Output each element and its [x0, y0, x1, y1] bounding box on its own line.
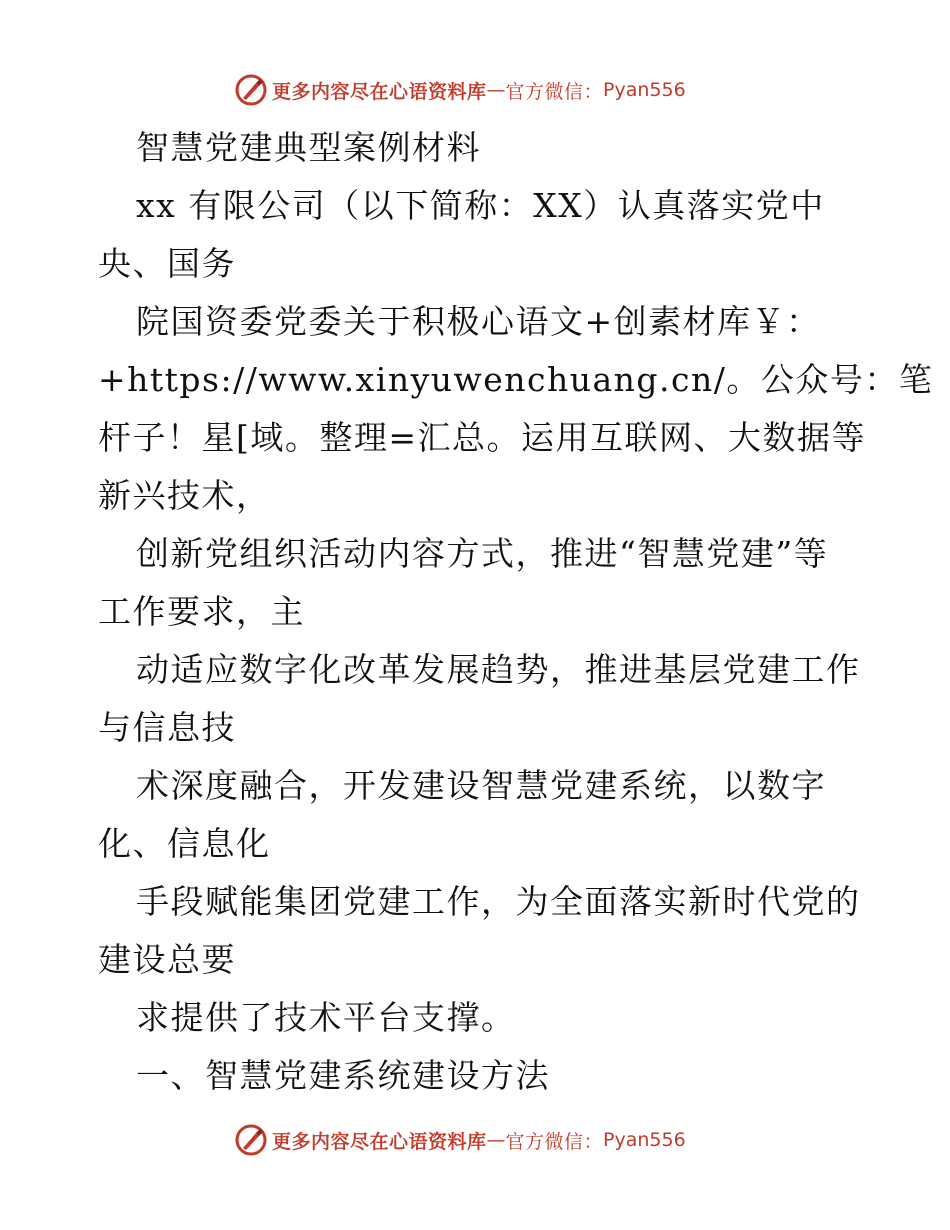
footer-watermark — [234, 1122, 686, 1158]
paragraph-line: 新兴技术， — [98, 476, 271, 515]
paragraph-line: 央、国务 — [98, 244, 236, 283]
paragraph-line: 动适应数字化改革发展趋势，推进基层党建工作 — [136, 650, 861, 689]
header-watermark — [234, 72, 686, 108]
paragraph-line: 院国资委党委关于积极心语文+创素材库￥： — [136, 302, 821, 341]
document-title: 智慧党建典型案例材料 — [136, 128, 481, 167]
watermark-contact-label: 官方微信： — [505, 1130, 604, 1153]
paragraph-line: 求提供了技术平台支撑。 — [136, 998, 516, 1037]
paragraph-line: 化、信息化 — [98, 824, 271, 863]
paragraph-line: 创新党组织活动内容方式，推进“智慧党建”等 — [136, 534, 829, 573]
pen-logo-icon — [234, 73, 268, 107]
paragraph-line: 杆子！星[域。整理=汇总。运用互联网、大数据等 — [98, 418, 867, 457]
watermark-contact-label: 官方微信： — [505, 80, 604, 103]
paragraph-line: 手段赋能集团党建工作，为全面落实新时代党的 — [136, 882, 861, 921]
paragraph-line: xx 有限公司（以下简称：XX）认真落实党中 — [136, 186, 825, 225]
watermark-wechat-id: Pyan556 — [603, 1129, 686, 1151]
paragraph-line: 工作要求，主 — [98, 592, 305, 631]
paragraph-line: 与信息技 — [98, 708, 236, 747]
watermark-separator: — — [486, 79, 506, 101]
watermark-main-text: 更多内容尽在心语资料库 — [272, 1130, 487, 1153]
paragraph-line: 术深度融合，开发建设智慧党建系统，以数字 — [136, 766, 826, 805]
watermark-wechat-id: Pyan556 — [603, 79, 686, 101]
watermark-main-text: 更多内容尽在心语资料库 — [272, 80, 487, 103]
paragraph-line: 建设总要 — [98, 940, 236, 979]
paragraph-line: +https://www.xinyuwenchuang.cn/。公众号：笔 — [98, 360, 934, 399]
watermark-separator: — — [486, 1129, 506, 1151]
section-heading: 一、智慧党建系统建设方法 — [136, 1056, 550, 1095]
pen-logo-icon — [234, 1123, 268, 1157]
